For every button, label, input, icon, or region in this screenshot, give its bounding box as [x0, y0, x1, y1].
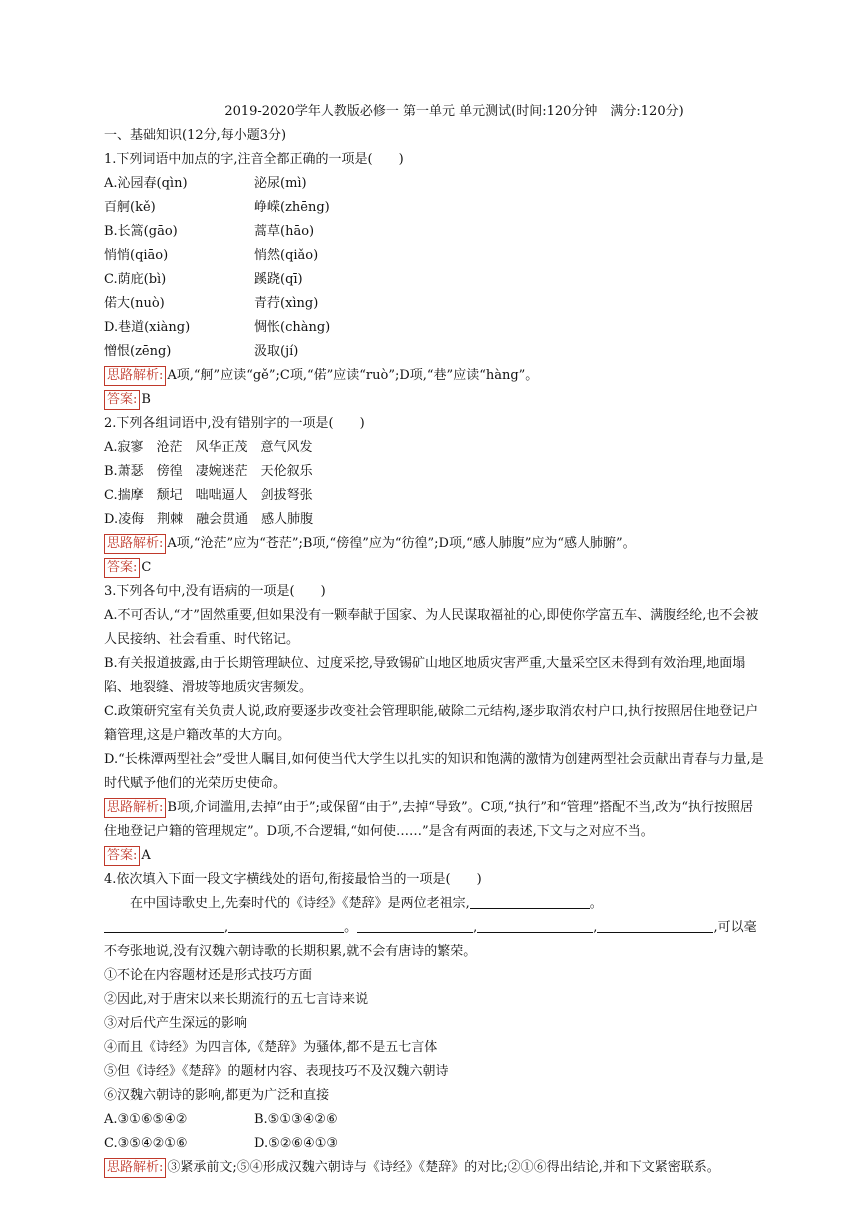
choice-c: C.③⑤④②①⑥ — [104, 1136, 188, 1151]
choice-d: D.⑤②⑥④①③ — [254, 1136, 339, 1151]
page-title: 2019-2020学年人教版必修一 第一单元 单元测试(时间:120分钟 满分:120分) — [224, 104, 684, 119]
sentence-item: ②因此,对于唐宋以来长期流行的五七言诗来说 — [104, 992, 369, 1007]
question-stem: 3.下列各句中,没有语病的一项是( ) — [104, 584, 326, 599]
choice-a: A.③①⑥⑤④② — [104, 1112, 188, 1127]
question-2 — [104, 412, 764, 580]
option-word: D.巷道(xiàng) — [104, 320, 191, 335]
answer — [104, 388, 764, 412]
question-stem: 2.下列各组词语中,没有错别字的一项是( ) — [104, 416, 365, 431]
option: B.有关报道披露,由于长期管理缺位、过度采挖,导致锡矿山地区地质灾害严重,大量采空区未得到有效治理,地面塌陷、地裂缝、滑坡等地质灾害频发。 — [104, 656, 746, 695]
analysis-text: A项,“沧茫”应为“苍茫”;B项,“傍徨”应为“彷徨”;D项,“感人肺腹”应为“感人肺腑”。 — [167, 536, 636, 551]
option-word: 汲取(jí) — [254, 344, 299, 359]
option-word: 憎恨(zēng) — [104, 344, 172, 359]
sentence-item: ⑤但《诗经》《楚辞》的题材内容、表现技巧不及汉魏六朝诗 — [104, 1064, 449, 1079]
answer — [104, 556, 764, 580]
option-word: 悄悄(qiāo) — [104, 248, 169, 263]
option-row — [104, 292, 764, 316]
choice-b: B.⑤①③④②⑥ — [254, 1112, 338, 1127]
comma: , — [593, 920, 598, 935]
analysis-label: 思路解析: — [104, 798, 166, 818]
blank-1 — [470, 894, 590, 909]
test-page — [104, 100, 764, 1180]
option: D.“长株潭两型社会”受世人瞩目,如何使当代大学生以扎实的知识和饱满的激情为创建两型社会贡献出青春与力量,是时代赋予他们的光荣历史使命。 — [104, 752, 764, 791]
passage-start: 在中国诗歌史上,先秦时代的《诗经》《楚辞》是两位老祖宗, — [130, 896, 470, 911]
blank-4 — [357, 918, 473, 933]
sentence-item: ④而且《诗经》为四言体,《楚辞》为骚体,都不是五七言体 — [104, 1040, 438, 1055]
comma: , — [224, 920, 229, 935]
passage-end: ,可以毫不夸张地说,没有汉魏六朝诗歌的长期积累,就不会有唐诗的繁荣。 — [104, 920, 757, 959]
option-list — [104, 172, 764, 364]
answer-value: B — [141, 392, 151, 407]
section-heading: 一、基础知识(12分,每小题3分) — [104, 128, 287, 143]
sentence-item: ①不论在内容题材还是形式技巧方面 — [104, 968, 313, 983]
option: B.萧瑟 傍徨 凄婉迷茫 天伦叙乐 — [104, 464, 313, 479]
passage-continued — [104, 916, 764, 964]
question-stem: 1.下列词语中加点的字,注音全都正确的一项是( ) — [104, 152, 404, 167]
option-word: 悄然(qiǎo) — [254, 248, 319, 263]
question-1 — [104, 148, 764, 412]
passage — [104, 892, 764, 916]
analysis-text: A项,“舸”应读“gě”;C项,“偌”应读“ruò”;D项,“巷”应读“hàng”。 — [167, 368, 539, 383]
option: A.寂寥 沧茫 风华正茂 意气风发 — [104, 440, 313, 455]
option: C.揣摩 颓圮 咄咄逼人 剑拔弩张 — [104, 488, 313, 503]
comma: , — [473, 920, 478, 935]
option-word: 百舸(kě) — [104, 200, 156, 215]
option: A.不可否认,“才”固然重要,但如果没有一颗奉献于国家、为人民谋取福祉的心,即使你学富五车、满腹经纶,也不会被人民接纳、社会看重、时代铭记。 — [104, 608, 759, 647]
option-word: 泌尿(mì) — [254, 176, 307, 191]
sentence-item: ⑥汉魏六朝诗的影响,都更为广泛和直接 — [104, 1088, 330, 1103]
option-row — [104, 220, 764, 244]
analysis-text: ③紧承前文;⑤④形成汉魏六朝诗与《诗经》《楚辞》的对比;②①⑥得出结论,并和下文紧密联系。 — [167, 1160, 720, 1175]
answer-value: A — [141, 848, 151, 863]
question-4 — [104, 868, 764, 1180]
blank-5 — [477, 918, 593, 933]
question-stem: 4.依次填入下面一段文字横线处的语句,衔接最恰当的一项是( ) — [104, 872, 482, 887]
choice-row — [104, 1132, 764, 1156]
passage-period: 。 — [589, 896, 603, 911]
option-row — [104, 316, 764, 340]
period: 。 — [344, 920, 358, 935]
option-word: 蒿草(hāo) — [254, 224, 315, 239]
option: D.凌侮 荆棘 融会贯通 感人肺腹 — [104, 512, 314, 527]
option-word: 峥嵘(zhēng) — [254, 200, 330, 215]
option-word: 偌大(nuò) — [104, 296, 165, 311]
option-word: C.荫庇(bì) — [104, 272, 167, 287]
option-row — [104, 244, 764, 268]
question-3 — [104, 580, 764, 868]
blank-3 — [228, 918, 344, 933]
analysis — [104, 796, 764, 844]
option-word: 惆怅(chàng) — [254, 320, 331, 335]
answer-value: C — [141, 560, 152, 575]
blank-6 — [597, 918, 713, 933]
analysis-text: B项,介词滥用,去掉“由于”;或保留“由于”,去掉“导致”。C项,“执行”和“管理”搭配不当,改为“执行按照居住地登记户籍的管理规定”。D项,不合逻辑,“如何使……”是含有两面的表述,下文与之对应不当。 — [104, 800, 754, 839]
option: C.政策研究室有关负责人说,政府要逐步改变社会管理职能,破除二元结构,逐步取消农村户口,执行按照居住地登记户籍管理,这是户籍改革的大方向。 — [104, 704, 759, 743]
option-word: 青荇(xìng) — [254, 296, 319, 311]
option-word: A.沁园春(qìn) — [104, 176, 188, 191]
option-row — [104, 268, 764, 292]
analysis-label: 思路解析: — [104, 1158, 166, 1178]
answer-label: 答案: — [104, 390, 140, 410]
option-word: 蹊跷(qī) — [254, 272, 303, 287]
analysis — [104, 1156, 764, 1180]
sentence-item: ③对后代产生深远的影响 — [104, 1016, 248, 1031]
option-row — [104, 196, 764, 220]
answer-label: 答案: — [104, 846, 140, 866]
analysis — [104, 532, 764, 556]
analysis-label: 思路解析: — [104, 534, 166, 554]
answer-label: 答案: — [104, 558, 140, 578]
blank-2 — [104, 918, 224, 933]
answer — [104, 844, 764, 868]
option-row — [104, 172, 764, 196]
option-row — [104, 340, 764, 364]
option-word: B.长篙(gāo) — [104, 224, 178, 239]
analysis-label: 思路解析: — [104, 366, 166, 386]
analysis — [104, 364, 764, 388]
choice-row — [104, 1108, 764, 1132]
